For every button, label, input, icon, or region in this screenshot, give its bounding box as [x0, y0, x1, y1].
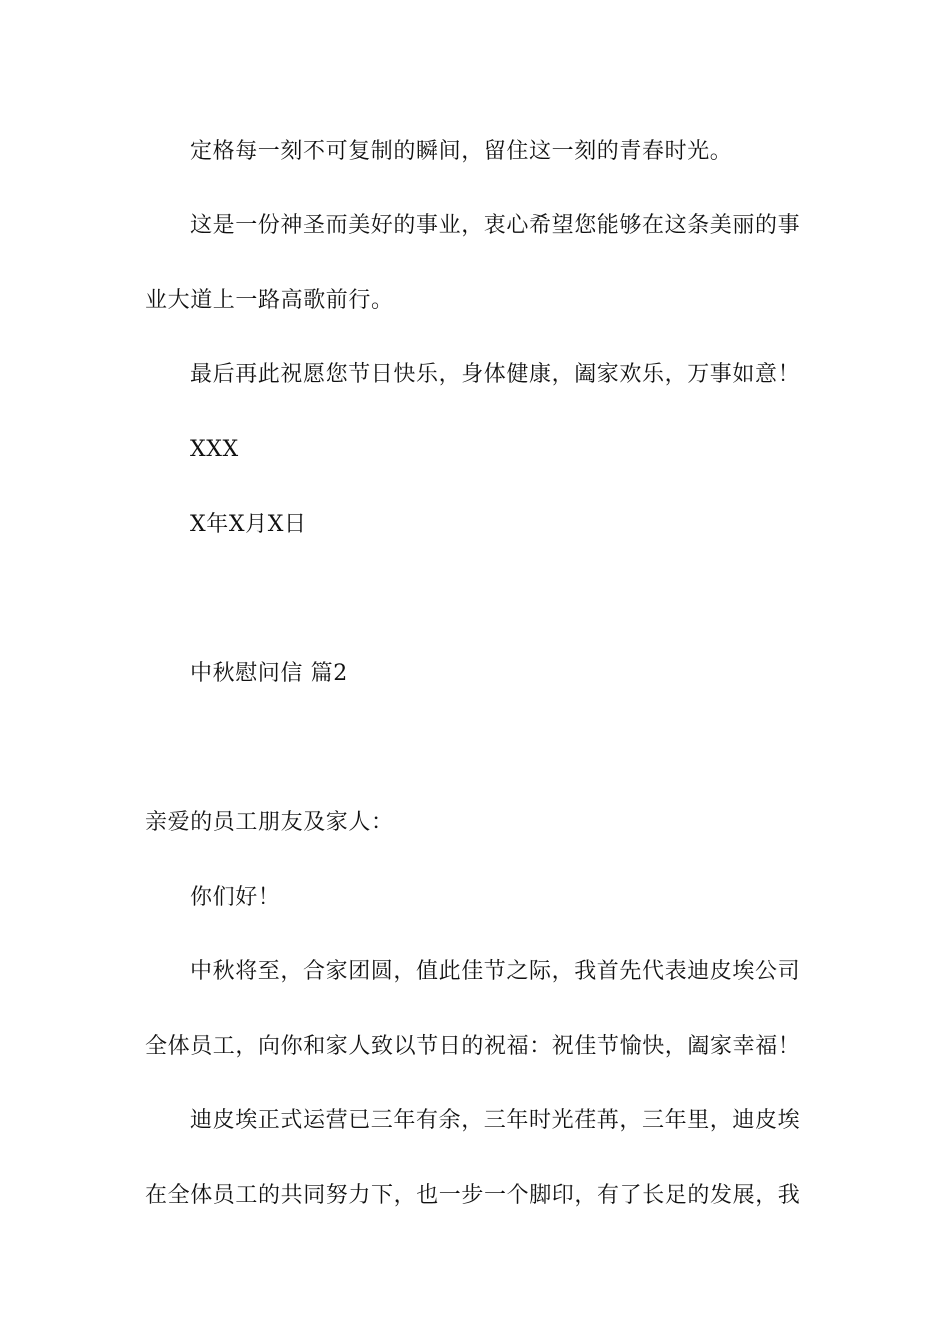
greeting: 你们好！	[190, 885, 281, 910]
signature: XXX	[190, 437, 239, 462]
paragraph-text: 全体员工，向你和家人致以节日的祝福：祝佳节愉快，阖家幸福！	[145, 1034, 801, 1059]
paragraph-text: 最后再此祝愿您节日快乐，身体健康，阖家欢乐，万事如意！	[190, 362, 801, 387]
paragraph-text: 中秋将至，合家团圆，值此佳节之际，我首先代表迪皮埃公司	[190, 959, 801, 984]
salutation: 亲爱的员工朋友及家人：	[145, 810, 394, 835]
paragraph-text: 定格每一刻不可复制的瞬间，留住这一刻的青春时光。	[190, 139, 733, 164]
section-title: 中秋慰问信 篇2	[190, 661, 348, 686]
paragraph-text: 迪皮埃正式运营已三年有余，三年时光荏苒，三年里，迪皮埃	[190, 1108, 801, 1133]
paragraph-text: 业大道上一路高歌前行。	[145, 288, 394, 313]
date-line: X年X月X日	[190, 512, 307, 537]
paragraph-text: 这是一份神圣而美好的事业，衷心希望您能够在这条美丽的事	[190, 213, 801, 238]
paragraph-text: 在全体员工的共同努力下，也一步一个脚印，有了长足的发展，我	[145, 1183, 801, 1208]
